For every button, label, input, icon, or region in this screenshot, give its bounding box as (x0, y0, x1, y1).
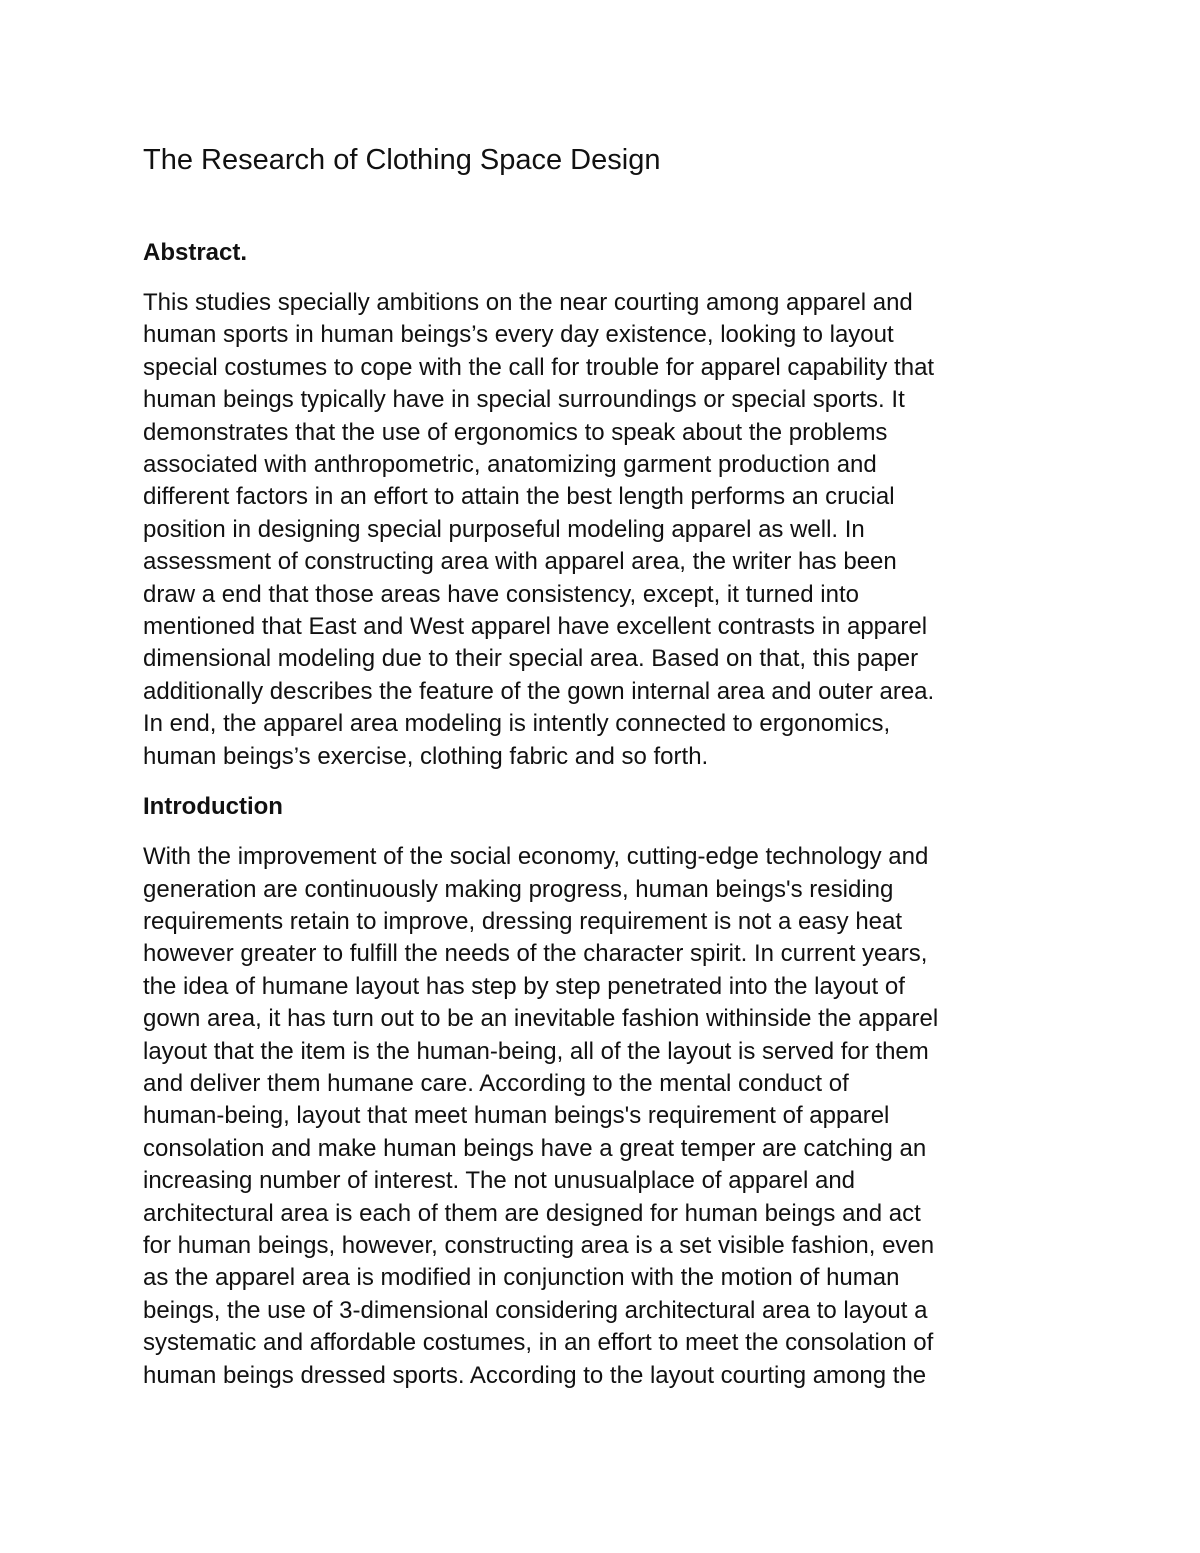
introduction-line: the idea of humane layout has step by step penetrated into the layout of (143, 972, 905, 1000)
introduction-line: for human beings, however, constructing area is a set visible fashion, even (143, 1231, 935, 1259)
abstract-line: This studies specially ambitions on the near courting among apparel and (143, 289, 913, 316)
introduction-line: systematic and affordable costumes, in an effort to meet the consolation of (143, 1329, 934, 1357)
introduction-line: human beings dressed sports. According to the layout courting among the (143, 1361, 927, 1389)
abstract-line: human beings’s exercise, clothing fabric and so forth. (143, 742, 709, 770)
introduction-line: With the improvement of the social economy, cutting-edge technology and (143, 843, 929, 871)
abstract-heading: Abstract. (143, 239, 248, 266)
document-page (143, 140, 1073, 1410)
document-title: The Research of Clothing Space Design (143, 144, 661, 176)
abstract-line: associated with anthropometric, anatomizing garment production and (143, 451, 877, 479)
introduction-paragraph (143, 841, 1073, 1392)
abstract-line: special costumes to cope with the call for trouble for apparel capability that (143, 353, 935, 381)
abstract-line: demonstrates that the use of ergonomics to speak about the problems (143, 418, 888, 446)
introduction-line: architectural area is each of them are designed for human beings and act (143, 1199, 921, 1227)
abstract-line: assessment of constructing area with apparel area, the writer has been (143, 548, 897, 576)
introduction-line: human-being, layout that meet human beings's requirement of apparel (143, 1102, 890, 1130)
introduction-line: beings, the use of 3-dimensional considering architectural area to layout a (143, 1296, 928, 1324)
introduction-line: consolation and make human beings have a great temper are catching an (143, 1134, 927, 1162)
abstract-line: human sports in human beings’s every day existence, looking to layout (143, 321, 894, 349)
abstract-line: In end, the apparel area modeling is intently connected to ergonomics, (143, 710, 891, 738)
abstract-line: human beings typically have in special surroundings or special sports. It (143, 386, 905, 414)
abstract-line: mentioned that East and West apparel have excellent contrasts in apparel (143, 613, 928, 641)
introduction-line: gown area, it has turn out to be an inevitable fashion withinside the apparel (143, 1005, 939, 1033)
introduction-heading: Introduction (143, 793, 283, 821)
introduction-line: as the apparel area is modified in conjunction with the motion of human (143, 1264, 900, 1292)
introduction-line: however greater to fulfill the needs of the character spirit. In current years, (143, 940, 928, 968)
abstract-line: different factors in an effort to attain the best length performs an crucial (143, 483, 895, 511)
abstract-line: additionally describes the feature of the gown internal area and outer area. (143, 677, 935, 705)
introduction-line: layout that the item is the human-being, all of the layout is served for them (143, 1037, 929, 1065)
introduction-line: generation are continuously making progress, human beings's residing (143, 875, 894, 903)
abstract-paragraph (143, 287, 1073, 773)
introduction-line: and deliver them humane care. According to the mental conduct of (143, 1069, 849, 1097)
abstract-line: draw a end that those areas have consistency, except, it turned into (143, 580, 859, 608)
abstract-line: position in designing special purposeful modeling apparel as well. In (143, 515, 865, 543)
abstract-line: dimensional modeling due to their special area. Based on that, this paper (143, 645, 919, 673)
introduction-line: increasing number of interest. The not unusualplace of apparel and (143, 1167, 856, 1195)
introduction-line: requirements retain to improve, dressing requirement is not a easy heat (143, 907, 903, 935)
